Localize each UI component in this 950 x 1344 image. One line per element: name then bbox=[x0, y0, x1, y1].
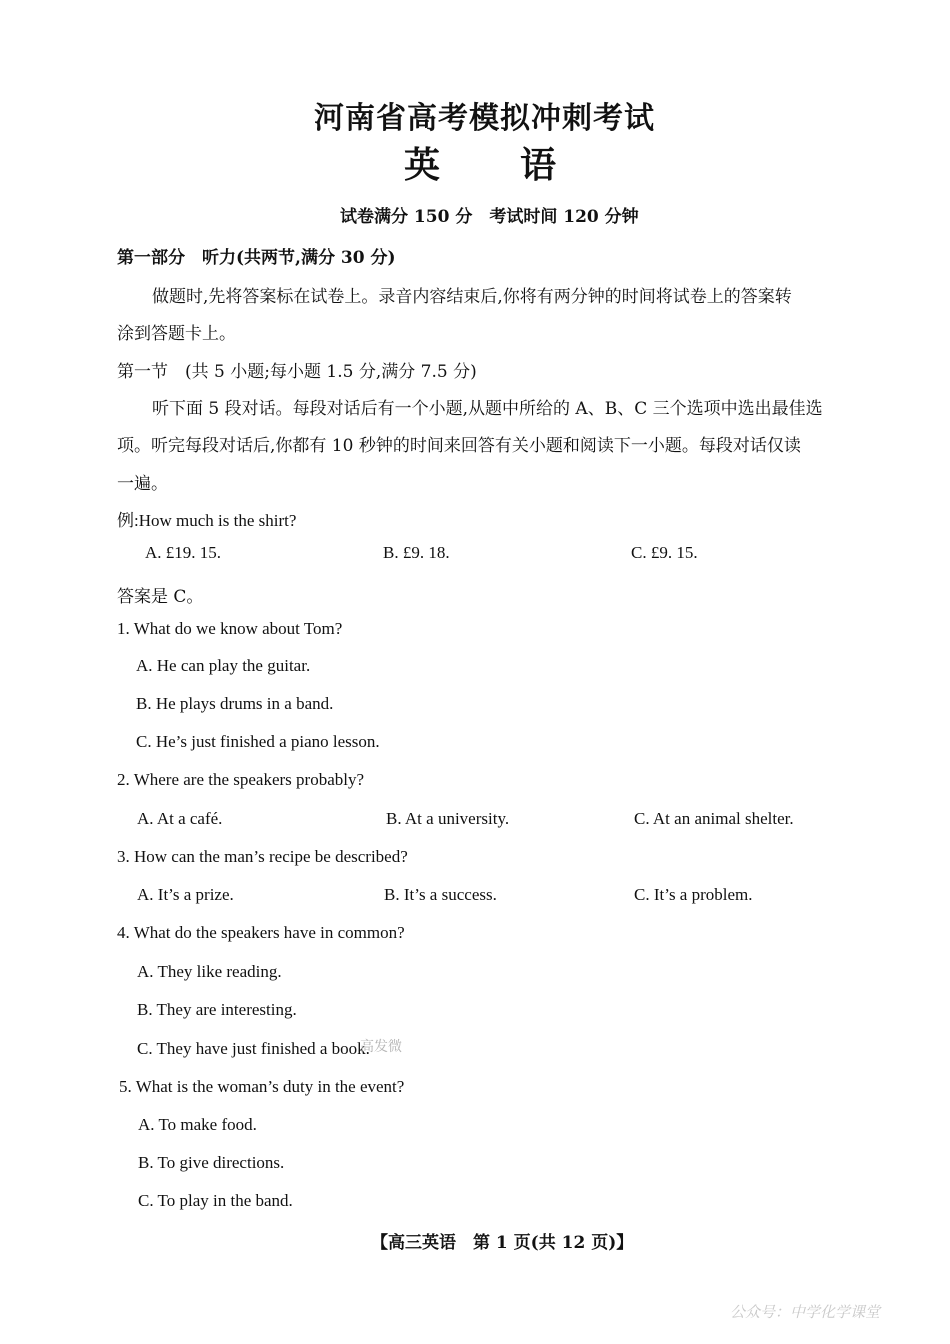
section-heading: 第一节 (共 5 小题;每小题 1.5 分,满分 7.5 分) bbox=[117, 362, 477, 382]
example-option: A. £19. 15. bbox=[145, 543, 222, 562]
section-instruction-line: 听下面 5 段对话。每段对话后有一个小题,从题中所给的 A、B、C 三个选项中选出最佳选 bbox=[152, 399, 823, 419]
question-option: B. At a university. bbox=[386, 809, 510, 828]
question-option: C. He’s just finished a piano lesson. bbox=[136, 732, 380, 751]
question-option: B. He plays drums in a band. bbox=[136, 694, 334, 713]
question-option: C. It’s a problem. bbox=[634, 885, 753, 904]
part-instruction-line: 做题时,先将答案标在试卷上。录音内容结束后,你将有两分钟的时间将试卷上的答案转 bbox=[152, 287, 792, 307]
example-answer: 答案是 C。 bbox=[117, 587, 204, 607]
watermark: 公众号：中学化学课堂 bbox=[730, 1303, 881, 1321]
example-question: 例:How much is the shirt? bbox=[117, 511, 297, 530]
question-option: A. At a café. bbox=[137, 809, 223, 828]
exam-meta: 试卷满分 150 分 考试时间 120 分钟 bbox=[340, 207, 639, 227]
section-instruction-line: 项。听完每段对话后,你都有 10 秒钟的时间来回答有关小题和阅读下一小题。每段对话仅读 bbox=[117, 436, 801, 456]
question-option: A. They like reading. bbox=[137, 962, 282, 981]
question-option: A. It’s a prize. bbox=[137, 885, 234, 904]
question-option: B. To give directions. bbox=[138, 1153, 285, 1172]
question-option: B. It’s a success. bbox=[384, 885, 497, 904]
question-stem: 1. What do we know about Tom? bbox=[117, 619, 343, 638]
question-option: B. They are interesting. bbox=[137, 1000, 297, 1019]
question-option: C. At an animal shelter. bbox=[634, 809, 794, 828]
example-option: C. £9. 15. bbox=[631, 543, 698, 562]
section-instruction-line: 一遍。 bbox=[117, 474, 168, 494]
subject-title bbox=[404, 137, 556, 188]
question-stem: 3. How can the man’s recipe be described? bbox=[117, 847, 408, 866]
part-instruction-line: 涂到答题卡上。 bbox=[117, 324, 236, 344]
question-stem: 2. Where are the speakers probably? bbox=[117, 770, 365, 789]
question-option: A. He can play the guitar. bbox=[136, 656, 311, 675]
question-option: A. To make food. bbox=[138, 1115, 257, 1134]
page-footer: 【高三英语 第 1 页(共 12 页)】 bbox=[371, 1233, 634, 1253]
subject-char-2: 语 bbox=[520, 144, 557, 186]
question-stem: 4. What do the speakers have in common? bbox=[117, 923, 405, 942]
example-option: B. £9. 18. bbox=[383, 543, 450, 562]
subject-char-1: 英 bbox=[404, 144, 441, 186]
question-stem: 5. What is the woman’s duty in the event? bbox=[119, 1077, 405, 1096]
stamp-text: 高发微 bbox=[360, 1039, 402, 1055]
question-option: C. To play in the band. bbox=[138, 1191, 293, 1210]
question-option: C. They have just finished a book. bbox=[137, 1039, 370, 1058]
exam-title: 河南省高考模拟冲刺考试 bbox=[314, 101, 655, 136]
part-heading: 第一部分 听力(共两节,满分 30 分) bbox=[117, 248, 396, 268]
